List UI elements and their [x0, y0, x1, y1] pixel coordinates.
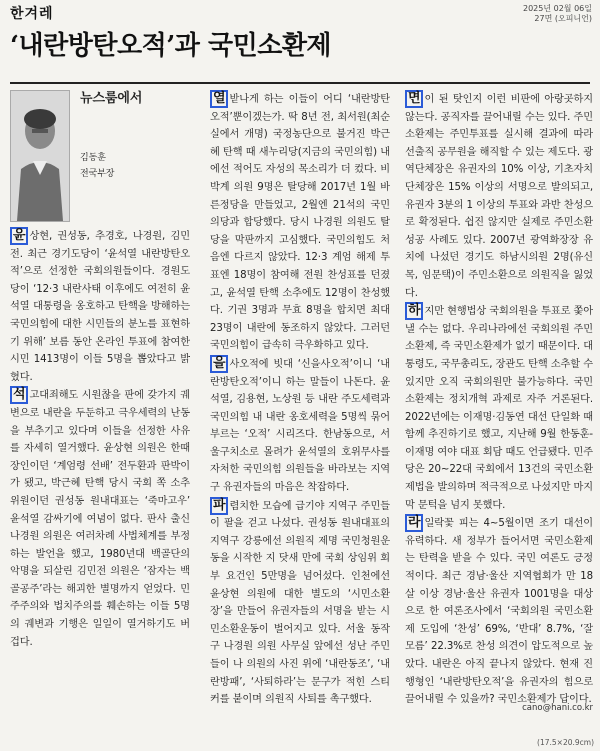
paragraph-lead: 윤 [10, 227, 28, 245]
paragraph-lead: 라 [405, 514, 423, 532]
masthead-logo: 한겨레 [10, 6, 54, 22]
clipping-size: (17.5×20.9cm) [537, 738, 594, 747]
paragraph-text: 지만 현행법상 국회의원을 투표로 쫓아낼 수는 없다. 우리나라에선 국회의원 주민소환제, 즉 국민소환제가 없기 때문이다. 대통령도, 국무총리도, 장관도 탄핵 소추할 수 있지만 오직 국회의원만 불가능하다. 국민소환제는 정치개혁 과제로 자주 거론된다. 2022년에는 이재명·김동연 대선 단일화 때 함께 추진하기로 했고, 지난해 9월 한동훈-이재명 여야 대표 회담 때도 언급됐다. 민주당은 20~22대 국회에서 13건의 국민소환제법을 발의하며 적극적으로 나섰지만 마지막 문턱을 넘지 못했다. [405, 306, 593, 511]
paragraph [210, 90, 390, 355]
paragraph-text: 받나게 하는 이들이 어디 ‘내란방탄오적’뿐이겠는가. 딱 8년 전, 최서원(최순실에서 개명) 국정농단으로 불거진 박근혜 탄핵 때 새누리당(지금의 국민의힘) 내에선 적어도 자성의 목소리가 더 컸다. 비박계 의원 9명은 탈당해 2017년 1월 바른정당을 만들었고, 2월엔 21석의 국민의당과 합당했다. 당시 나경원 의원도 탈당을 막판까지 고심했다. 국민의힘도 처음엔 다르지 않았다. 12·3 계엄 해제 투표엔 18명이 참여해 전원 찬성표를 던졌고, 윤석열 탄핵 소추에도 12명이 찬성했다. 기권 3명과 무효 8명을 합치면 최대 23명이 내란에 동조하지 않았다. 그러던 국민의힘이 급속히 극우화하고 있다. [210, 94, 390, 352]
paragraph [405, 90, 593, 302]
paragraph [210, 497, 390, 709]
paragraph [210, 355, 390, 497]
author-role: 전국부장 [80, 169, 115, 179]
paragraph-text: 고대죄해도 시원찮을 판에 갖가지 궤변으로 내란을 두둔하고 극우세력의 난동을 부추기고 있다며 이들을 선정한 사유를 자세히 열거했다. 윤상현 의원은 한때 장인이던 ‘계엄령 선배’ 전두환과 판박이가 됐고, 박근혜 탄핵 당시 국회 쪽 소추위원이던 권성동 원내대표는 ‘죽마고우’ 윤석열 감싸기에 여념이 없다. 판사 출신 나경원 의원은 여러차례 사법체계를 부정하는 발언을 했고, 1980년대 백골단의 악명을 되살린 김민전 의원은 ‘잠자는 백골공주’라는 해괴한 별명까지 얻었다. 민주주의와 법치주의를 훼손하는 이들 5명의 궤변과 기행은 일일이 열거하기도 버겁다. [10, 390, 190, 648]
author-name: 김동훈 [80, 153, 106, 163]
paragraph-text: 이 된 탓인지 이런 비판에 아랑곳하지 않는다. 공직자를 끌어내릴 수는 있다. 주민소환제는 주민투표를 실시해 결과에 따라 선출직 공무원을 해직할 수 있는 제도다. 광역단체장은 유권자의 10% 이상, 기초자치단체장은 15% 이상의 서명으로 발의되고, 유권자 3분의 1 이상의 투표와 과반 찬성으로 확정된다. 쉽진 않지만 실제로 주민소환 성공 사례도 있다. 2007년 광역화장장 유치에 나섰던 경기도 하남시의원 2명(유신목, 임문택)이 주민소환으로 의원직을 잃었다. [405, 94, 593, 299]
paragraph-lead: 파 [210, 497, 228, 515]
paragraph-text: 사오적에 빗대 ‘신을사오적’이니 ‘내란방탄오적’이니 하는 말들이 나돈다. 윤석열, 김용현, 노상원 등 내란 주도세력과 국민의힘 내 내란 옹호세력을 5명씩 묶어 부르는 ‘오적’ 시리즈다. 한남동으로, 서울구치소로 몰려가 윤석열의 호위무사를 자처한 국민의힘 의원들을 바라보는 지역구 유권자들의 마음은 착잡하다. [210, 358, 390, 494]
paragraph-text: 상현, 권성동, 추경호, 나경원, 김민전. 최근 경기도당이 ‘윤석열 내란방탄오적’으로 선정한 국회의원들이다. 경원도당이 ‘12·3 내란사태 이후에도 여전히 윤석열 대통령을 옹호하고 탄핵을 방해하는 국민의힘에 대한 시민들의 분노를 표현하기 위해’ 보름 동안 온라인 투표에 참여한 시민 1413명이 이들 5명을 뽑았다고 밝혔다. [10, 231, 190, 383]
section-label: 뉴스룸에서 [80, 91, 143, 106]
issue-date: 2025년 02월 06일 [523, 4, 592, 13]
paragraph [405, 302, 593, 514]
paragraph [10, 386, 190, 651]
text-column-1 [10, 90, 190, 651]
paragraph-lead: 열 [210, 90, 228, 108]
paragraph-text: 렴치한 모습에 급기야 지역구 주민들이 팔을 걷고 나섰다. 권성동 원내대표의 지역구 강릉에선 의원직 제명 국민청원운동을 시작한 지 닷새 만에 국회 상임위 회부 요건인 5만명을 넘어섰다. 인천에선 윤상현 의원에 대한 별도의 ‘시민소환장’을 만들어 유권자들의 서명을 받는 시민소환운동이 벌어지고 있다. 서울 동작구 나경원 의원 사무실 앞에선 성난 주민들이 나 의원의 사진 위에 ‘내란동조’, ‘내란방패’, ‘사퇴하라’는 문구가 적힌 스티커를 붙이며 의원직 사퇴를 촉구했다. [210, 500, 390, 706]
paragraph-lead: 석 [10, 386, 28, 404]
headline-rule [10, 82, 590, 84]
text-column-3 [405, 90, 593, 709]
issue-page: 27면 (오피니언) [534, 14, 592, 23]
paragraph-lead: 을 [210, 355, 228, 373]
paragraph [405, 514, 593, 709]
paragraph-lead: 하 [405, 302, 423, 320]
text-column-2 [210, 90, 390, 709]
issue-meta [523, 4, 592, 24]
article-headline: ‘내란방탄오적’과 국민소환제 [10, 31, 332, 61]
column-header [10, 90, 190, 227]
photo-icon [11, 91, 69, 221]
author-photo [10, 90, 70, 222]
paragraph-lead: 면 [405, 90, 423, 108]
paragraph [10, 227, 190, 386]
paragraph-text: 일락꽃 피는 4~5월이면 조기 대선이 유력하다. 새 정부가 들어서면 국민소환제는 탄력을 받을 수 있다. 국민 여론도 긍정적이다. 최근 경남·울산 지역협회가 만 18살 이상 경남·울산 유권자 1001명을 대상으로 한 여론조사에서 ‘국회의원 국민소환제 도입에 ‘찬성’ 69%, ‘반대’ 8.7%, ‘잘 모름’ 22.3%로 찬성 의견이 압도적으로 높았다. 내란은 아직 끝나지 않았다. 현재 진행형인 ‘내란방탄오적’을 유권자의 힘으로 끌어내릴 수 있을까? 국민소환제가 답이다. [405, 518, 593, 706]
author-email[interactable]: cano@hani.co.kr [522, 703, 593, 713]
